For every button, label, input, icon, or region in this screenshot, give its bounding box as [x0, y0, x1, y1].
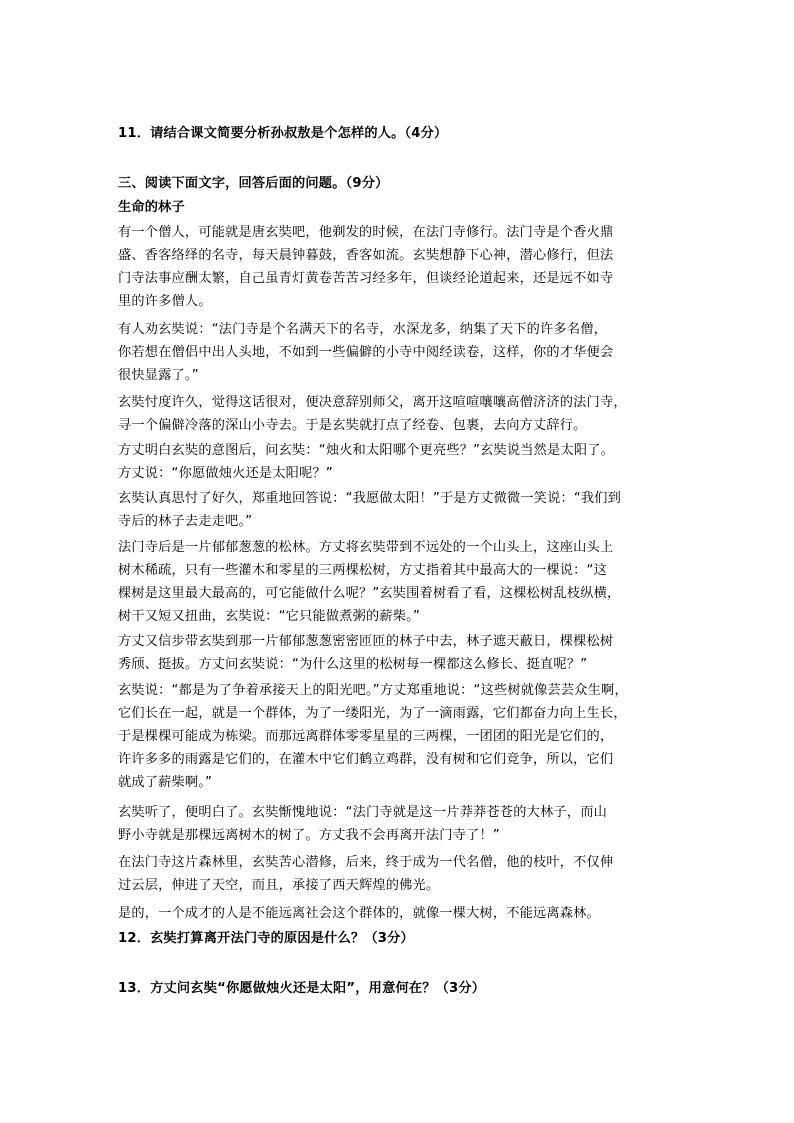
passage-line: 你若想在僧侣中出人头地，不如到一些偏僻的小寺中阅经读卷，这样，你的才华便会	[118, 345, 614, 360]
passage-line: 许许多多的雨露是它们的，在灌木中它们鹤立鸡群，没有树和它们竞争，所以，它们	[118, 752, 614, 767]
passage-line: 树木稀疏，只有一些灌木和零星的三两棵松树，方丈指着其中最高大的一棵说：“这	[118, 563, 607, 578]
passage-line: 法门寺后是一片郁郁葱葱的松林。方丈将玄奘带到不远处的一个山头上，这座山头上	[118, 540, 614, 555]
passage-line: 很快显露了。”	[118, 368, 199, 383]
passage-line: 方丈又信步带玄奘到那一片郁郁葱葱密密匝匝的林子中去，林子遮天蔽日，棵棵松树	[118, 634, 614, 649]
passage-line: 有一个僧人，可能就是唐玄奘吧，他剃发的时候，在法门寺修行。法门寺是个香火鼎	[118, 225, 614, 240]
passage-line: 野小寺就是那棵远离树木的树了。方丈我不会再离开法门寺了！”	[118, 828, 500, 843]
passage-line: 方丈说：“你愿做烛火还是太阳呢？”	[118, 466, 333, 481]
passage-line: 过云层，伸进了天空，而且，承接了西天辉煌的佛光。	[118, 878, 440, 893]
passage-line: 在法门寺这片森林里，玄奘苦心潜修，后来，终于成为一代名僧，他的枝叶，不仅伸	[118, 855, 614, 870]
passage-line: 树干又短又扭曲，玄奘说：“它只能做煮粥的薪柴。”	[118, 609, 420, 624]
passage-line: 它们长在一起，就是一个群体，为了一缕阳光，为了一滴雨露，它们都奋力向上生长，	[118, 706, 627, 721]
passage-line: 有人劝玄奘说：“法门寺是个名满天下的名寺，水深龙多，纳集了天下的许多名僧，	[118, 322, 607, 337]
passage-line: 是的，一个成才的人是不能远离社会这个群体的，就像一棵大树，不能远离森林。	[118, 906, 600, 921]
passage-line: 里的许多僧人。	[118, 294, 212, 309]
passage-line: 门寺法事应酬太繁，自己虽青灯黄卷苦苦习经多年，但谈经论道起来，还是远不如寺	[118, 271, 614, 286]
passage-line: 盛、香客络绎的名寺，每天晨钟暮鼓，香客如流。玄奘想静下心神，潜心修行，但法	[118, 248, 614, 263]
question-13: 13．方丈问玄奘“你愿做烛火还是太阳”，用意何在？（3分）	[118, 981, 486, 996]
passage-line: 玄奘忖度许久，觉得这话很对，便决意辞别师父，离开这喧喧嚷嚷高僧济济的法门寺，	[118, 395, 627, 410]
passage-line: 秀颀、挺拔。方丈问玄奘说：“为什么这里的松树每一棵都这么修长、挺直呢？”	[118, 657, 588, 672]
passage-line: 棵树是这里最大最高的，可它能做什么呢？”玄奘围着树看了看，这棵松树乱枝纵横，	[118, 586, 621, 601]
passage-line: 就成了薪柴啊。”	[118, 775, 213, 790]
passage-line: 玄奘认真思忖了好久，郑重地回答说：“我愿做太阳！”于是方丈微微一笑说：“我们到	[118, 491, 622, 506]
question-12: 12．玄奘打算离开法门寺的原因是什么？（3分）	[118, 931, 414, 946]
question-11: 11．请结合课文简要分析孙叔敖是个怎样的人。（4分）	[118, 126, 448, 141]
passage-title: 生命的林子	[118, 200, 185, 215]
passage-line: 寺后的林子去走走吧。”	[118, 514, 253, 529]
passage-line: 玄奘说：“都是为了争着承接天上的阳光吧。”方丈郑重地说：“这些树就像芸芸众生啊，	[118, 683, 628, 698]
section-3-heading: 三、阅读下面文字，回答后面的问题。（9分）	[118, 176, 389, 191]
passage-line: 于是棵棵可能成为栋梁。而那远离群体零零星星的三两棵，一团团的阳光是它们的，	[118, 729, 614, 744]
passage-line: 寻一个偏僻冷落的深山小寺去。于是玄奘就打点了经卷、包裹，去向方丈辞行。	[118, 418, 587, 433]
passage-line: 玄奘听了，便明白了。玄奘惭愧地说：“法门寺就是这一片莽莽苍苍的大林子，而山	[118, 805, 607, 820]
passage-line: 方丈明白玄奘的意图后，问玄奘：“烛火和太阳哪个更亮些？”玄奘说当然是太阳了。	[118, 443, 615, 458]
